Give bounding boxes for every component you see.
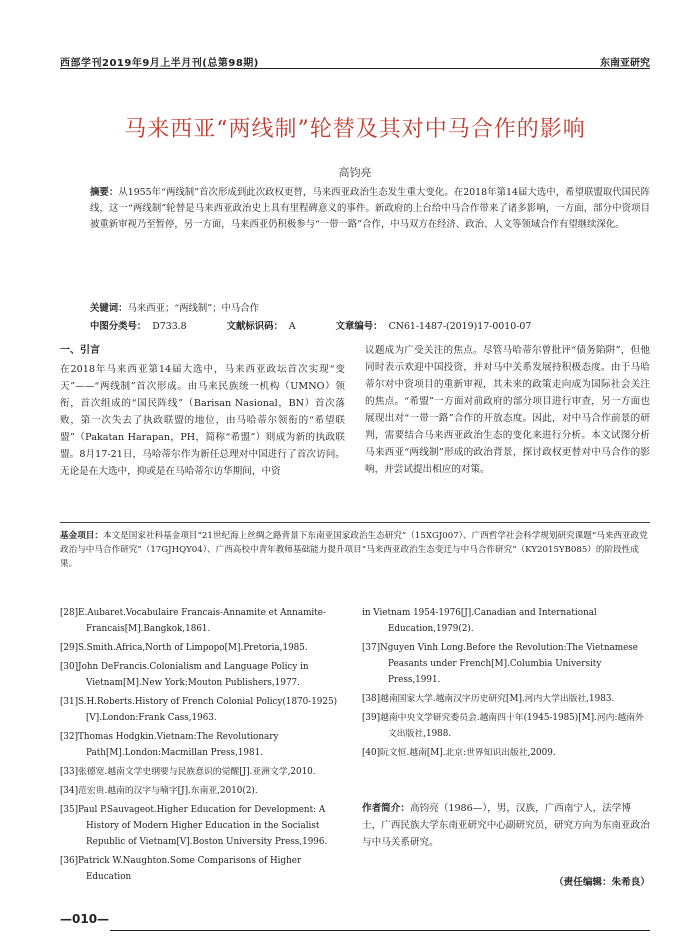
abstract — [90, 185, 650, 233]
abstract-label: 摘要： — [90, 187, 119, 198]
keywords-text: 马来西亚；“两线制”；中马合作 — [127, 303, 259, 314]
article-number: 文章编号： CN61-1487-(2019)17-0010-07 — [335, 321, 532, 332]
keywords — [90, 300, 650, 314]
reference-item: [34]范宏贵.越南的汉字与喃字[J].东南亚,2010(2). — [60, 786, 258, 796]
reference-item: [29]S.Smith.Africa,North of Limpopo[M].Pretoria,1985. — [60, 643, 308, 653]
abstract-text: 从1955年“两线制”首次形成到此次政权更替，马来西亚政治生态发生重大变化。在2018年第14届大选中，希望联盟取代国民阵线，这一“两线制”轮替是马来西亚政治史上具有里程碑意义的事件。新政府的上台给中马合作带来了诸多影响，一方面，部分中资项目被重新审视乃至暂停，另一方面，马来西亚仍积极参与“一带一路”合作，中马双方在经济、政治、人文等领域合作有望继续深化。 — [90, 187, 650, 230]
running-header — [60, 50, 650, 70]
reference-item: [31]S.H.Roberts.History of French Colonial Policy(1870-1925)[V].London:Frank Cass,1963. — [60, 697, 338, 723]
journal-info: 西部学刊2019年9月上半月刊(总第98期) — [60, 58, 259, 69]
reference-item: [40]阮文恒.越南[M].北京:世界知识出版社,2009. — [362, 748, 556, 758]
body-right-column — [365, 342, 650, 478]
reference-item: [30]John DeFrancis.Colonialism and Language Policy in Vietnam[M].New York:Mouton Publishers,1977. — [60, 662, 309, 688]
clc-number: 中图分类号： D733.8 — [90, 321, 187, 332]
references-left-column — [60, 605, 348, 888]
reference-item: [35]Paul P.Sauvageot.Higher Education for Development: A History of Modern Higher Education in the Socialist Republic of Vietnam[V].Boston University Press,1996. — [60, 805, 328, 847]
body-left-column — [60, 342, 345, 480]
section-name: 东南亚研究 — [600, 58, 650, 69]
section-heading: 一、引言 — [60, 345, 100, 356]
reference-item: [37]Nguyen Vinh Long.Before the Revolution:The Vietnamese Peasants under French[M].Columbia University Press,1991. — [362, 643, 639, 685]
reference-item: [28]E.Aubaret.Vocabulaire Francais-Annamite et Annamite-Francais[M].Bangkok,1861. — [60, 608, 326, 634]
classification-meta — [90, 318, 650, 332]
reference-item: [36]Patrick W.Naughton.Some Comparisons of Higher Education — [60, 856, 302, 882]
bio-text: 高钧亮（1986—），男，汉族，广西南宁人，法学博士，广西民族大学东南亚研究中心副研究员，研究方向为东南亚政治与中马关系研究。 — [362, 803, 650, 848]
reference-item: [32]Thomas Hodgkin.Vietnam:The Revolutionary Path[M].London:Macmillan Press,1981. — [60, 732, 279, 758]
reference-item: [38]越南国家大学.越南汉字历史研究[M].河内大学出版社,1983. — [362, 694, 615, 704]
page-number: —010— — [60, 912, 110, 926]
author-name: 高钧亮 — [338, 166, 372, 179]
funding-text: 本文是国家社科基金项目“21世纪海上丝绸之路背景下东南亚国家政治生态研究”（15XGJ007）、广西哲学社会科学规划研究课题“马来西亚政党政治与中马合作研究”（17GJHQY04）、广西高校中青年教师基础能力提升项目“马来西亚政治生态变迁与中马合作研究”（KY2015YB085）的阶段性成果。 — [60, 531, 648, 569]
reference-item: [39]越南中央文学研究委员会.越南四十年(1945-1985)[M].河内:越南外文出版社,1988. — [362, 713, 644, 739]
responsible-editor: （责任编辑：朱希良） — [554, 877, 650, 888]
article-title: 马来西亚“两线制”轮替及其对中马合作的影响 — [124, 117, 586, 142]
funding-label: 基金项目： — [60, 531, 103, 541]
reference-item: in Vietnam 1954-1976[J].Canadian and International Education,1979(2). — [362, 608, 597, 634]
author-bio — [362, 800, 650, 851]
body-paragraph-left: 在2018年马来西亚第14届大选中，马来西亚政坛首次实现“变天”——“两线制”首次形成。由马来民族统一机构（UMNO）领衔，首次组成的“国民阵线”（Barisan Nasional，BN）首次落败，第一次失去了执政联盟的地位，由马哈蒂尔领衔的“希望联盟”（Pakatan Harapan，PH，简称“希盟”）则成为新的执政联盟。8月17-21日，马哈蒂尔作为新任总理对中国进行了首次访问。无论是在大选中，抑或是在马哈蒂尔访华期间，中资 — [60, 364, 345, 477]
funding-note — [60, 522, 650, 571]
document-code: 文献标识码： A — [226, 321, 296, 332]
keywords-label: 关键词： — [90, 303, 128, 314]
references-right-column — [362, 605, 650, 764]
header-rule — [60, 68, 650, 69]
footer-rule — [110, 930, 650, 931]
bio-label: 作者简介： — [362, 803, 410, 814]
reference-item: [33]张德宽.越南文学史纲要与民族意识的觉醒[J].亚洲文学,2010. — [60, 767, 316, 777]
body-paragraph-right: 议题成为广受关注的焦点。尽管马哈蒂尔曾批评“债务陷阱”，但他同时表示欢迎中国投资，并对马中关系发展持积极态度。由于马哈蒂尔对中资项目的重新审视，其未来的政策走向成为国际社会关注的焦点。“希盟”一方面对前政府的部分项目进行审查，另一方面也展现出对“一带一路”合作的开放态度。因此，对中马合作前景的研判，需要结合马来西亚政治生态的变化来进行分析。本文试图分析马来西亚“两线制”形成的政治背景，探讨政权更替对中马合作的影响，并尝试提出相应的对策。 — [365, 345, 650, 475]
